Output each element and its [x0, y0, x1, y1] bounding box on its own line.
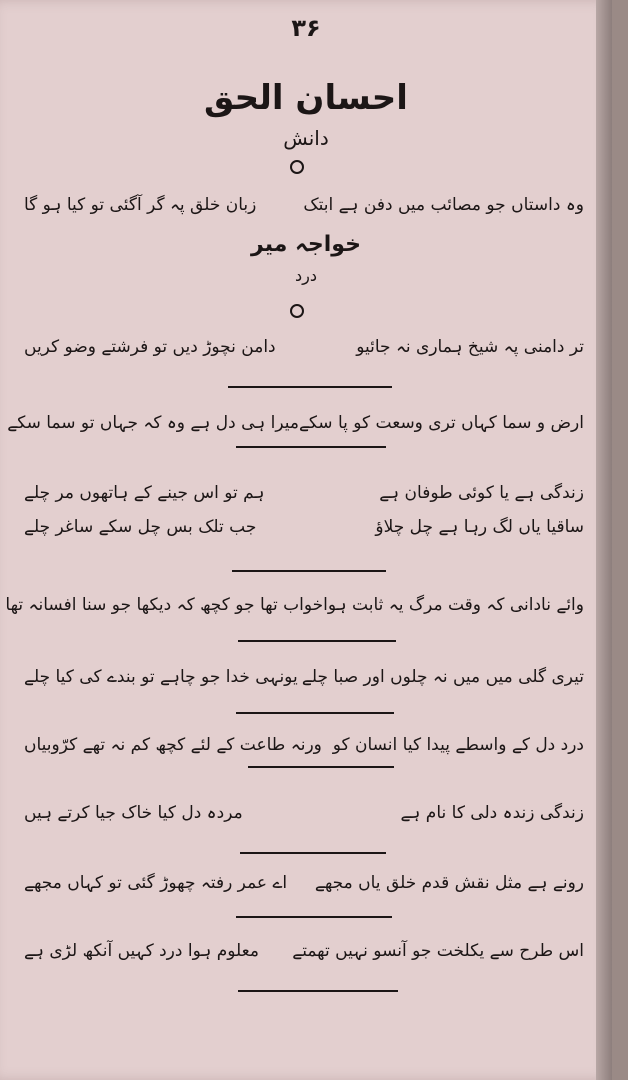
couplet-9 [24, 872, 584, 893]
couplet-line-2: مردہ دل کیا خاک جیا کرتے ہیں [24, 803, 243, 823]
poet-name-khwaja-mir: خواجہ میر [251, 232, 361, 257]
couplet-line-1: زندگی ہے یا کوئی طوفان ہے [379, 483, 584, 503]
couplet-line-1: تیری گلی میں میں نہ چلوں اور صبا چلے [301, 667, 584, 687]
divider [240, 852, 386, 854]
poet-name-danish: دانش [283, 126, 329, 150]
divider [236, 916, 392, 918]
couplet-line-2: جب تلک بس چل سکے ساغر چلے [24, 517, 257, 537]
couplet-line-1: وہ داستاں جو مصائب میں دفن ہے ابتک [303, 195, 584, 215]
ornament-circle [290, 160, 304, 174]
couplet-5 [5, 594, 584, 615]
divider [236, 446, 386, 448]
divider [236, 712, 394, 714]
couplet-line-1: ساقیا یاں لگ رہا ہے چل چلاؤ [375, 517, 584, 537]
couplet-line-1: اس طرح سے یکلخت جو آنسو نہیں تھمتے [292, 941, 584, 961]
couplet-1 [24, 336, 584, 357]
couplet-line-1: تر دامنی پہ شیخ ہماری نہ جائیو [356, 337, 584, 357]
couplet-line-2: یونہی خدا جو چاہے تو بندے کی کیا چلے [24, 667, 298, 687]
divider [232, 570, 386, 572]
couplet-4 [24, 516, 584, 537]
couplet-line-2: خواب تھا جو کچھ کہ دیکھا جو سنا افسانہ تھا [5, 595, 324, 615]
couplet-line-2: ہم تو اس جینے کے ہاتھوں مر چلے [24, 483, 265, 503]
couplet-line-2: اے عمر رفتہ چھوڑ گئی تو کہاں مجھے [24, 873, 288, 893]
couplet-3 [24, 482, 584, 503]
couplet-line-1: وائے نادانی کہ وقت مرگ یہ ثابت ہوا [323, 595, 584, 615]
divider [228, 386, 392, 388]
couplet-line-1: ارض و سما کہاں تری وسعت کو پا سکے [298, 413, 584, 433]
couplet-line-1: رونے ہے مثل نقش قدم خلق یاں مجھے [314, 873, 584, 893]
couplet-2 [7, 412, 584, 433]
couplet-line-1: درد دل کے واسطے پیدا کیا انسان کو [332, 735, 584, 755]
page-heading: احسان الحق [204, 78, 408, 118]
ornament-circle [290, 304, 304, 318]
couplet-line-2: دامن نچوڑ دیں تو فرشتے وضو کریں [24, 337, 276, 357]
page-edge [596, 0, 612, 1080]
couplet-danish [24, 194, 584, 215]
couplet-line-2: زبان خلق پہ گر آگئی تو کیا ہو گا [24, 195, 257, 215]
poet-pen-name: درد [295, 266, 317, 285]
couplet-line-2: ورنہ طاعت کے لئے کچھ کم نہ تھے کرّوبیاں [24, 735, 322, 755]
divider [248, 766, 394, 768]
couplet-6 [24, 666, 584, 687]
divider [238, 990, 398, 992]
couplet-line-2: میرا ہی دل ہے وہ کہ جہاں تو سما سکے [7, 413, 299, 433]
couplet-8 [24, 802, 584, 823]
couplet-7 [24, 734, 584, 755]
couplet-line-2: معلوم ہوا درد کہیں آنکھ لڑی ہے [24, 941, 259, 961]
couplet-line-1: زندگی زندہ دلی کا نام ہے [400, 803, 584, 823]
divider [238, 640, 396, 642]
page-number: ۳۶ [291, 14, 321, 42]
couplet-10 [24, 940, 584, 961]
